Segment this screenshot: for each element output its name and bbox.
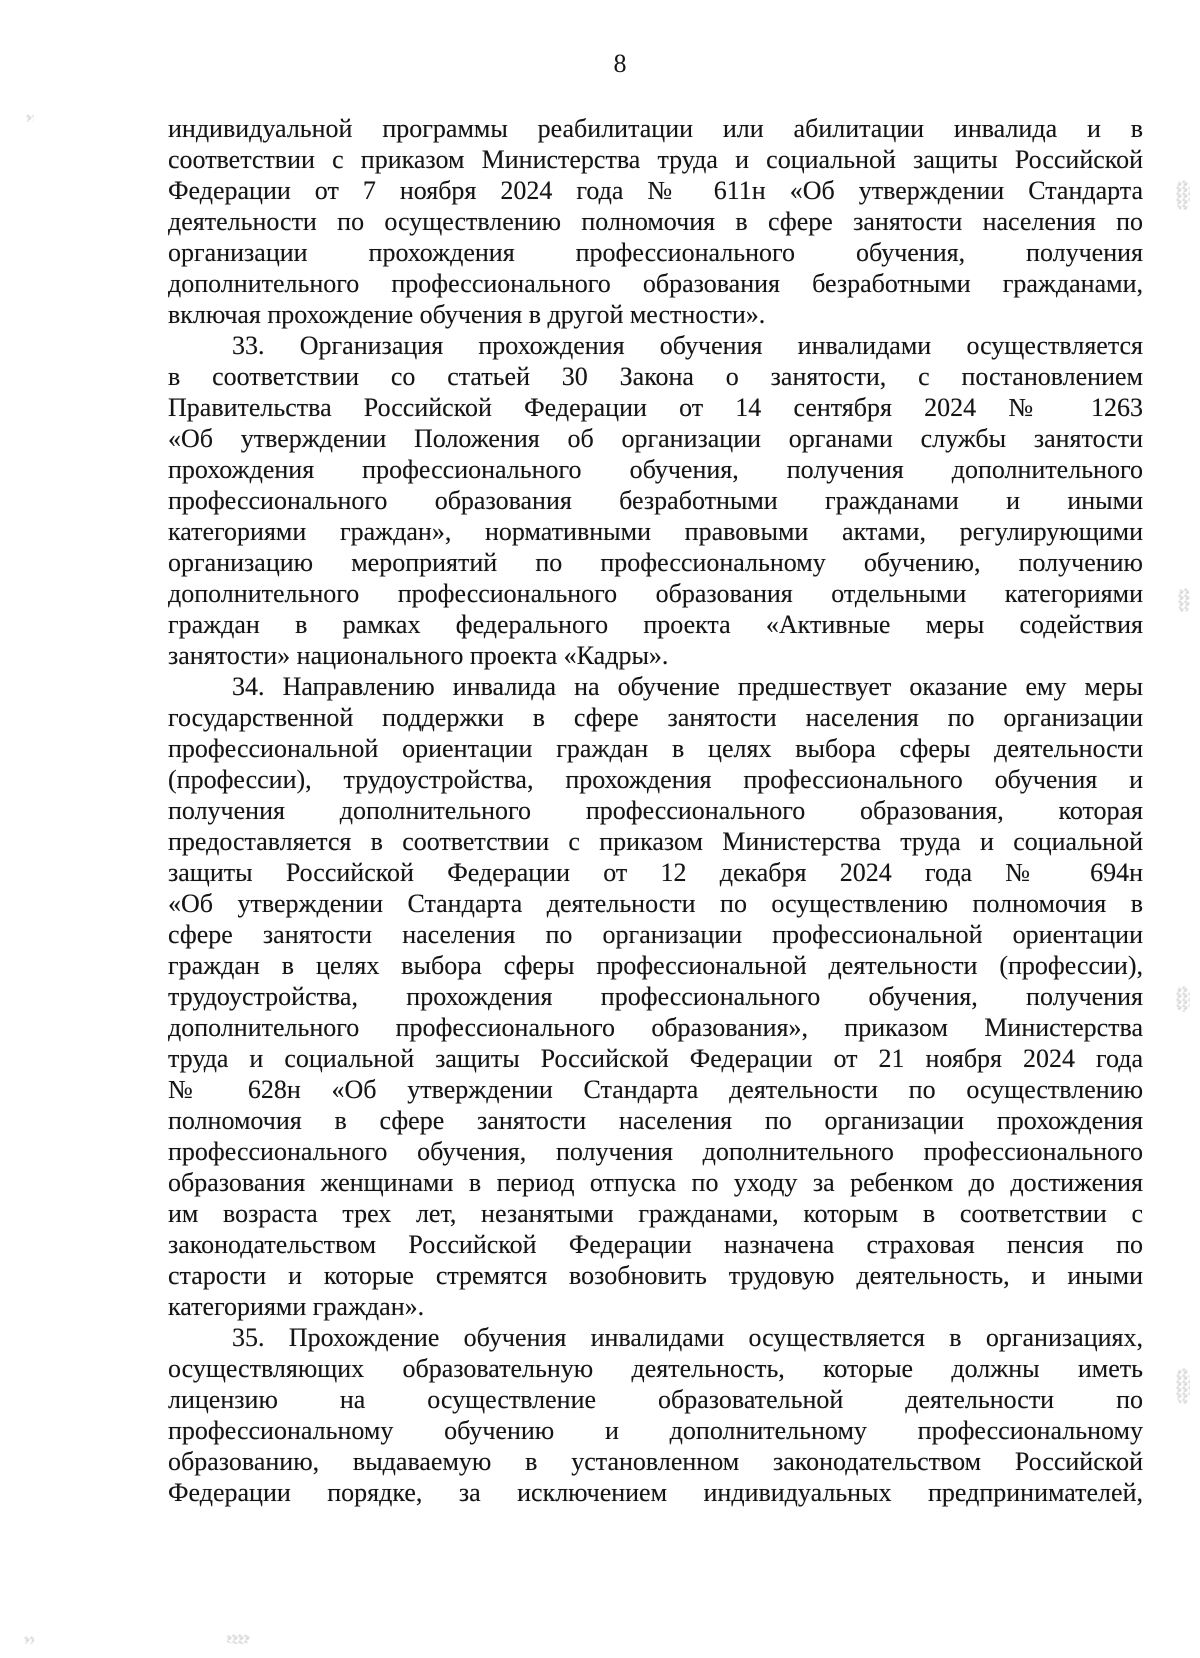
text-line: граждан в целях выбора сферы профессиональной деятельности (профессии), <box>168 951 1143 980</box>
text-line: лицензию на осуществление образовательной деятельности по <box>168 1385 1143 1414</box>
text-line: 35. Прохождение обучения инвалидами осуществляется в организациях, <box>232 1323 1143 1352</box>
text-line: дополнительного профессионального образования», приказом Министерства <box>168 1013 1143 1042</box>
text-line: организацию мероприятий по профессиональному обучению, получению <box>168 548 1143 577</box>
text-line: им возраста трех лет, незанятыми гражданами, которым в соответствии с <box>168 1199 1143 1228</box>
text-line: Федерации порядке, за исключением индивидуальных предпринимателей, <box>168 1478 1143 1507</box>
paragraph-35 <box>168 1322 1143 1508</box>
scan-noise <box>1176 180 1190 210</box>
text-line: 33. Организация прохождения обучения инвалидами осуществляется <box>232 331 1143 360</box>
text-line: профессиональному обучению и дополнительному профессиональному <box>168 1416 1143 1445</box>
text-line: Правительства Российской Федерации от 14 сентября 2024 № 1263 <box>168 393 1143 422</box>
text-line: «Об утверждении Положения об организации органами службы занятости <box>168 424 1143 453</box>
text-line: деятельности по осуществлению полномочия в сфере занятости населения по <box>168 207 1143 236</box>
text-line: государственной поддержки в сфере занятости населения по организации <box>168 703 1143 732</box>
text-line: полномочия в сфере занятости населения по организации прохождения <box>168 1106 1143 1135</box>
text-line: профессионального образования безработными гражданами и иными <box>168 486 1143 515</box>
text-line: в соответствии со статьей 30 Закона о занятости, с постановлением <box>168 362 1143 391</box>
text-line: сфере занятости населения по организации профессиональной ориентации <box>168 920 1143 949</box>
text-line: 34. Направлению инвалида на обучение предшествует оказание ему меры <box>232 672 1143 701</box>
text-line: категориями граждан». <box>168 1292 425 1321</box>
text-line: (профессии), трудоустройства, прохождения профессионального обучения и <box>168 765 1143 794</box>
scan-noise <box>26 114 34 122</box>
scan-noise <box>1176 986 1190 1012</box>
scan-noise <box>226 1634 250 1644</box>
text-line: индивидуальной программы реабилитации или абилитации инвалида и в <box>168 114 1143 143</box>
text-line: трудоустройства, прохождения профессионального обучения, получения <box>168 982 1143 1011</box>
text-line: прохождения профессионального обучения, получения дополнительного <box>168 455 1143 484</box>
text-line: дополнительного профессионального образования безработными гражданами, <box>168 269 1143 298</box>
text-line: соответствии с приказом Министерства труда и социальной защиты Российской <box>168 145 1143 174</box>
text-line: осуществляющих образовательную деятельность, которые должны иметь <box>168 1354 1143 1383</box>
text-line: старости и которые стремятся возобновить трудовую деятельность, и иными <box>168 1261 1143 1290</box>
text-line: занятости» национального проекта «Кадры». <box>168 641 669 670</box>
text-line: включая прохождение обучения в другой местности». <box>168 300 766 329</box>
paragraph-continuation <box>168 113 1143 330</box>
text-line: категориями граждан», нормативными правовыми актами, регулирующими <box>168 517 1143 546</box>
text-line: граждан в рамках федерального проекта «Активные меры содействия <box>168 610 1143 639</box>
text-line: профессионального обучения, получения дополнительного профессионального <box>168 1137 1143 1166</box>
text-line: Федерации от 7 ноября 2024 года № 611н «Об утверждении Стандарта <box>168 176 1143 205</box>
text-line: образованию, выдаваемую в установленном законодательством Российской <box>168 1447 1143 1476</box>
page-number: 8 <box>613 49 627 78</box>
paragraph-33 <box>168 330 1143 671</box>
paragraph-34 <box>168 671 1143 1322</box>
text-line: труда и социальной защиты Российской Федерации от 21 ноября 2024 года <box>168 1044 1143 1073</box>
text-line: получения дополнительного профессионального образования, которая <box>168 796 1143 825</box>
scan-noise <box>1176 1368 1190 1404</box>
text-line: организации прохождения профессионального обучения, получения <box>168 238 1143 267</box>
text-line: предоставляется в соответствии с приказом Министерства труда и социальной <box>168 827 1143 856</box>
text-line: законодательством Российской Федерации назначена страховая пенсия по <box>168 1230 1143 1259</box>
text-line: профессиональной ориентации граждан в целях выбора сферы деятельности <box>168 734 1143 763</box>
text-line: «Об утверждении Стандарта деятельности по осуществлению полномочия в <box>168 889 1143 918</box>
document-body <box>168 113 1143 1508</box>
scan-noise <box>1178 588 1190 612</box>
text-line: образования женщинами в период отпуска по уходу за ребенком до достижения <box>168 1168 1143 1197</box>
text-line: № 628н «Об утверждении Стандарта деятельности по осуществлению <box>168 1075 1143 1104</box>
text-line: защиты Российской Федерации от 12 декабря 2024 года № 694н <box>168 858 1143 887</box>
text-line: дополнительного профессионального образования отдельными категориями <box>168 579 1143 608</box>
scan-noise <box>24 1636 34 1644</box>
